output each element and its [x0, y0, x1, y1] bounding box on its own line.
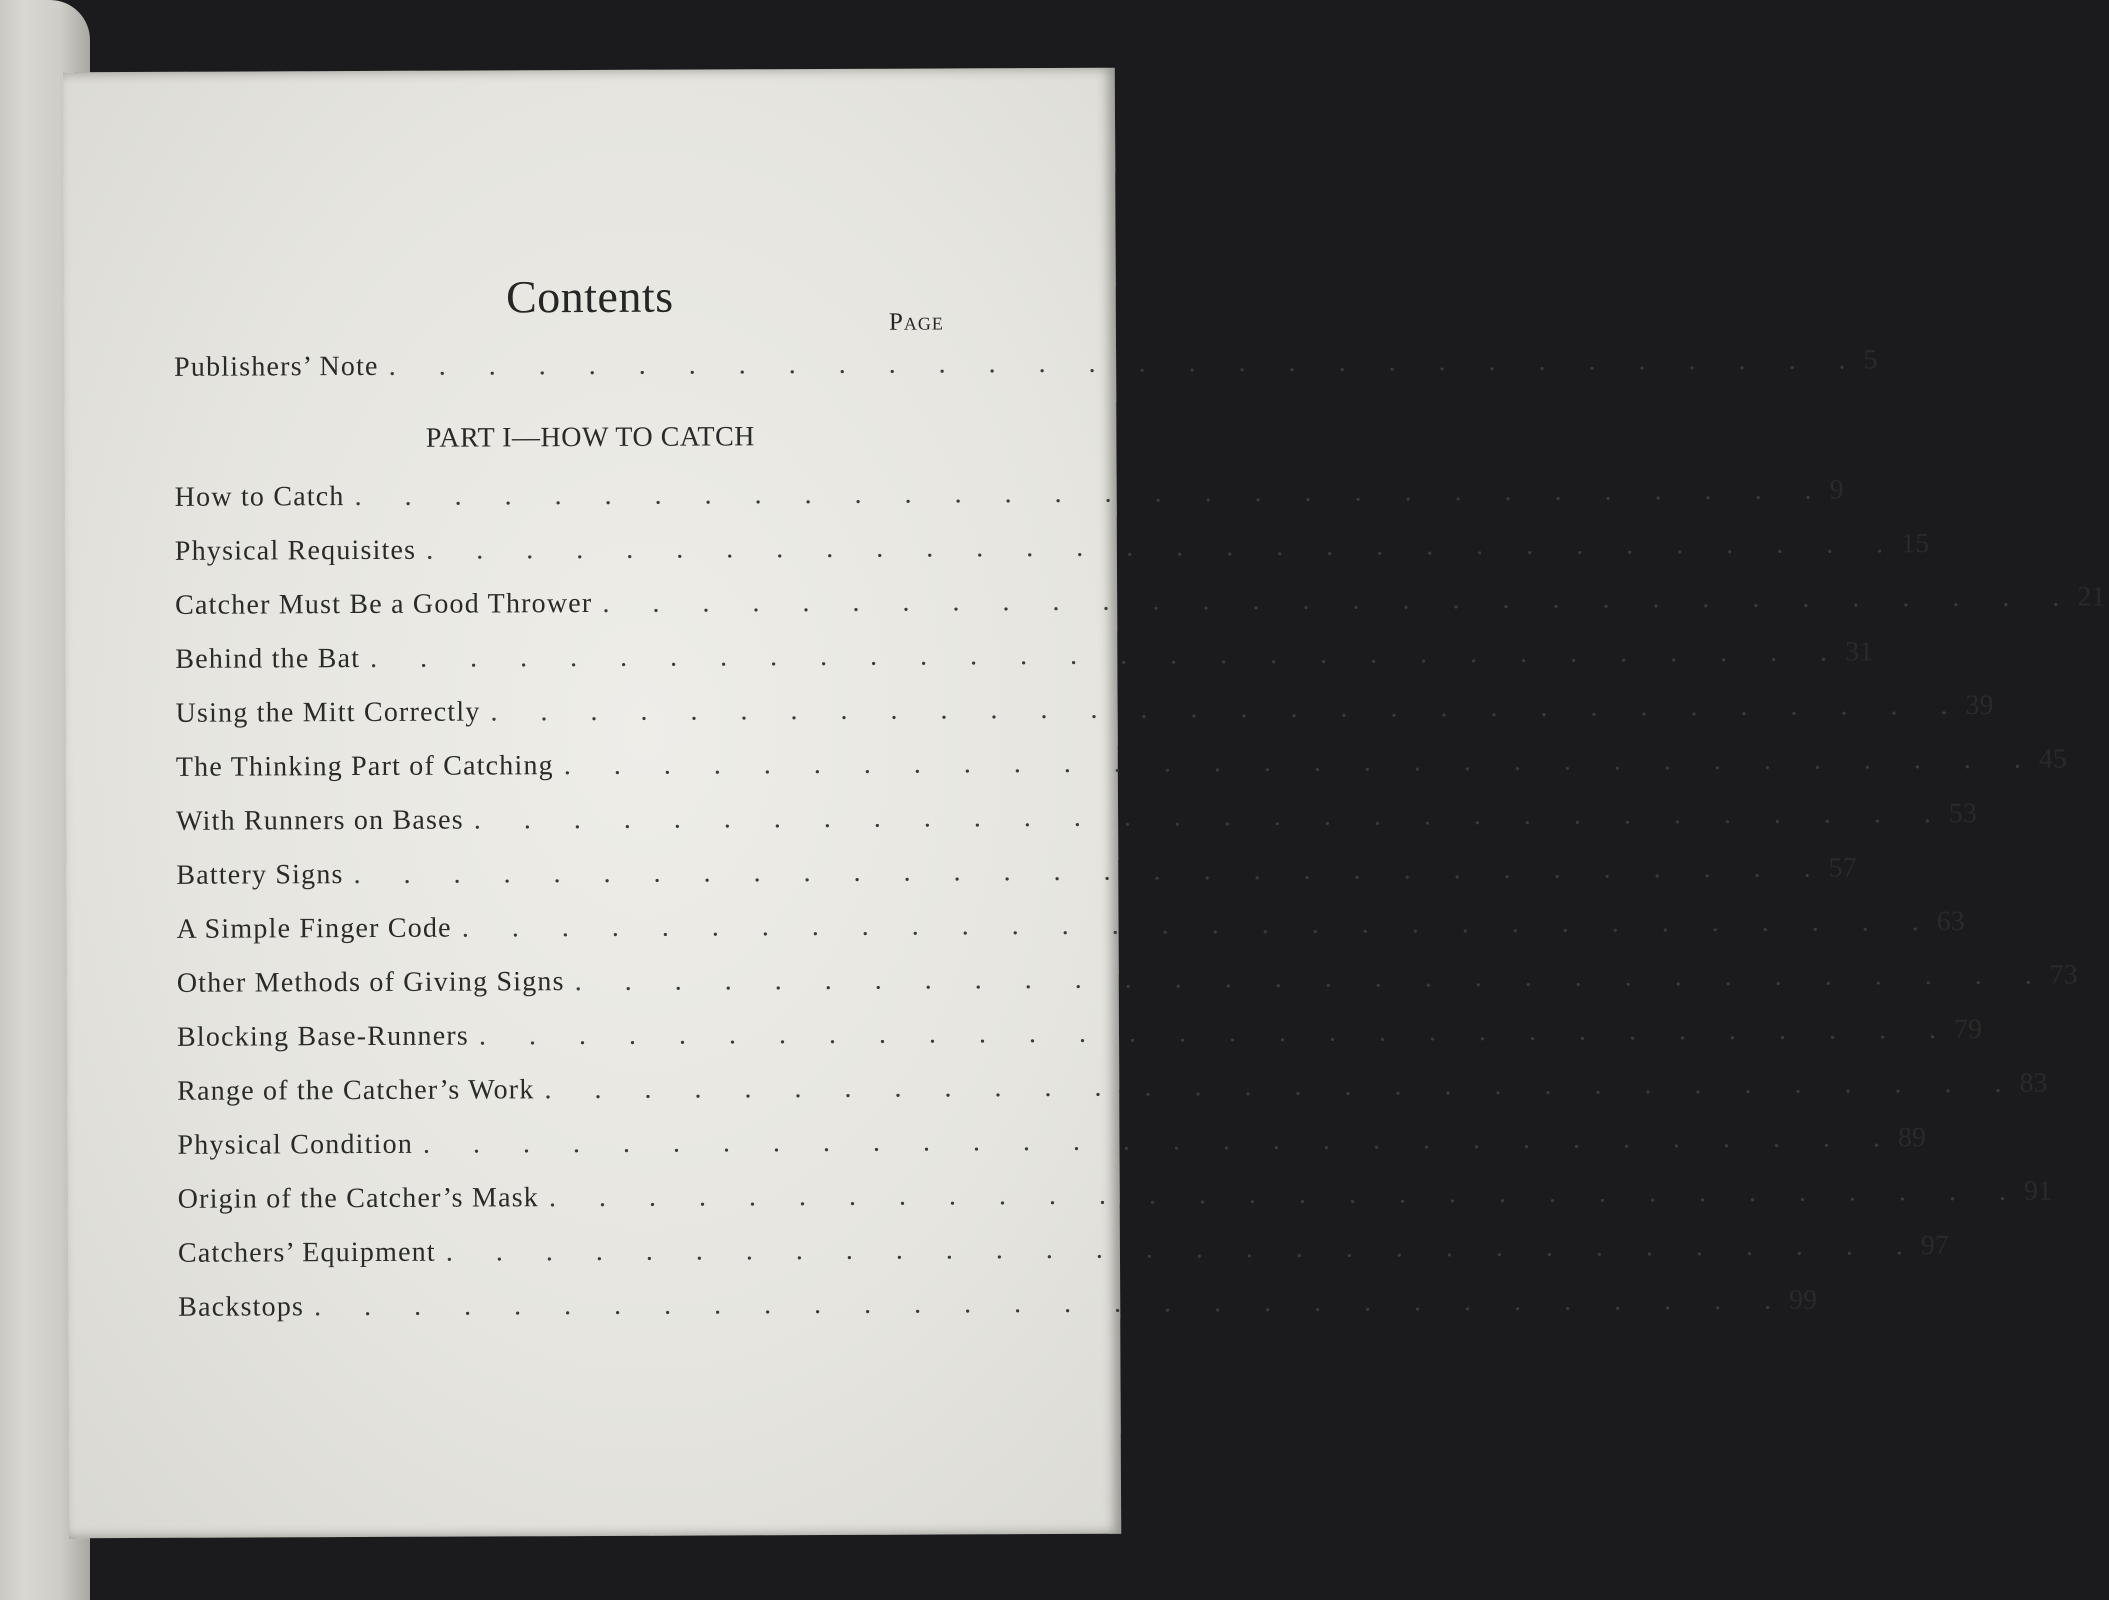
toc-entry-page: 57	[1828, 852, 1857, 884]
toc-entry-page: 63	[1936, 906, 1965, 938]
toc-entry	[177, 1122, 1927, 1166]
toc-entry-page: 5	[1863, 344, 1878, 376]
toc-entry	[178, 1284, 1818, 1328]
toc-entry-page: 21	[2077, 581, 2106, 613]
toc-entry-label: Catchers’ Equipment	[177, 1236, 436, 1269]
toc-entry	[175, 581, 2106, 626]
toc-entry	[174, 474, 1844, 518]
page-column-header: Page	[888, 308, 944, 336]
dot-leader: . . . . . . . . . . . . . . . . . . . . . . . . . . . . . .	[422, 1122, 1899, 1160]
dot-leader: . . . . . . . . . . . . . . . . . . . . . . . . . . . . . .	[544, 1067, 2020, 1106]
toc-entry-page: 31	[1845, 636, 1874, 668]
toc-entry	[175, 636, 1874, 680]
dot-leader: . . . . . . . . . . . . . . . . . . . . . . . . . . . . . .	[426, 528, 1902, 566]
toc-entry	[177, 1067, 2048, 1112]
toc-entry	[177, 1230, 1949, 1274]
toc-entry	[176, 906, 1965, 950]
toc-entry	[176, 959, 2078, 1004]
dot-leader: . . . . . . . . . . . . . . . . . . . . . . . . . . . . . .	[574, 959, 2050, 998]
toc-entry-page: 79	[1953, 1013, 1983, 1046]
toc-entry-page: 9	[1829, 474, 1844, 506]
toc-entry-label: The Thinking Part of Catching	[175, 750, 554, 783]
toc-entry-label: Origin of the Catcher’s Mask	[177, 1182, 540, 1215]
toc-entry-page: 73	[2049, 959, 2078, 991]
toc-entry-label: With Runners on Bases	[176, 804, 464, 837]
dot-leader: . . . . . . . . . . . . . . . . . . . . . . . . . . . . . .	[445, 1230, 1921, 1268]
toc-entry	[175, 689, 1994, 734]
dot-leader: . . . . . . . . . . . . . . . . . . . . . . . . . . . . . .	[478, 1014, 1955, 1052]
toc-entry-page: 39	[1965, 689, 1994, 722]
toc-entry-label: Physical Requisites	[174, 534, 417, 567]
toc-entry-label: Other Methods of Giving Signs	[176, 966, 565, 999]
toc-entry-page: 15	[1901, 528, 1930, 560]
toc-entry	[176, 1013, 1983, 1058]
toc-entry-page: 97	[1920, 1230, 1949, 1262]
toc-entry-page: 89	[1897, 1122, 1927, 1154]
dot-leader: . . . . . . . . . . . . . . . . . . . . . . . . . . . . . .	[461, 906, 1937, 944]
toc-entry-label: Range of the Catcher’s Work	[177, 1074, 535, 1107]
toc-entry-label: Blocking Base-Runners	[176, 1020, 470, 1053]
toc-entry-label: Publishers’ Note	[174, 350, 379, 383]
toc-entry-label: Behind the Bat	[175, 643, 361, 675]
book-page	[63, 68, 2106, 1539]
toc-entry-label: Catcher Must Be a Good Thrower	[175, 587, 593, 621]
toc-entry-page: 45	[2038, 743, 2067, 775]
dot-leader: . . . . . . . . . . . . . . . . . . . . . . . . . . . . . .	[602, 581, 2078, 619]
toc-entry	[176, 797, 1977, 842]
dot-leader: . . . . . . . . . . . . . . . . . . . . . . . . . . . . . .	[473, 798, 1949, 836]
dot-leader: . . . . . . . . . . . . . . . . . . . . . . . . . . . . . .	[490, 690, 1966, 728]
dot-leader: . . . . . . . . . . . . . . . . . . . . . . . . . . . . . .	[548, 1175, 2025, 1214]
toc-entry-page: 53	[1948, 797, 1977, 830]
toc-entry	[174, 528, 1930, 572]
toc-entry	[176, 852, 1857, 896]
toc-entry-label: Physical Condition	[177, 1128, 414, 1161]
toc-entry-label: Backstops	[178, 1291, 305, 1323]
dot-leader: . . . . . . . . . . . . . . . . . . . . . . . . . . . . . .	[388, 344, 1864, 382]
toc-entry-label: Battery Signs	[176, 859, 344, 891]
toc-entry	[175, 743, 2067, 788]
toc-entry-page: 83	[2019, 1067, 2048, 1099]
dot-leader: . . . . . . . . . . . . . . . . . . . . . . . . . . . . . .	[370, 636, 1846, 674]
toc-entry-page: 99	[1789, 1284, 1818, 1316]
toc-entry-label: How to Catch	[174, 481, 345, 513]
toc-entry-page: 91	[2023, 1175, 2053, 1207]
toc-entry	[177, 1175, 2053, 1220]
part-heading: PART I—HOW TO CATCH	[425, 421, 756, 454]
dot-leader: . . . . . . . . . . . . . . . . . . . . . . . . . . . . . .	[314, 1284, 1790, 1323]
toc-entry-publishers-note	[174, 344, 1878, 388]
contents-title: Contents	[505, 270, 674, 323]
dot-leader: . . . . . . . . . . . . . . . . . . . . . . . . . . . . . .	[563, 743, 2039, 782]
toc-entry-label: Using the Mitt Correctly	[175, 696, 481, 729]
dot-leader: . . . . . . . . . . . . . . . . . . . . . . . . . . . . . .	[353, 852, 1829, 891]
toc-entry-label: A Simple Finger Code	[176, 912, 452, 945]
dot-leader: . . . . . . . . . . . . . . . . . . . . . . . . . . . . . .	[354, 474, 1830, 513]
